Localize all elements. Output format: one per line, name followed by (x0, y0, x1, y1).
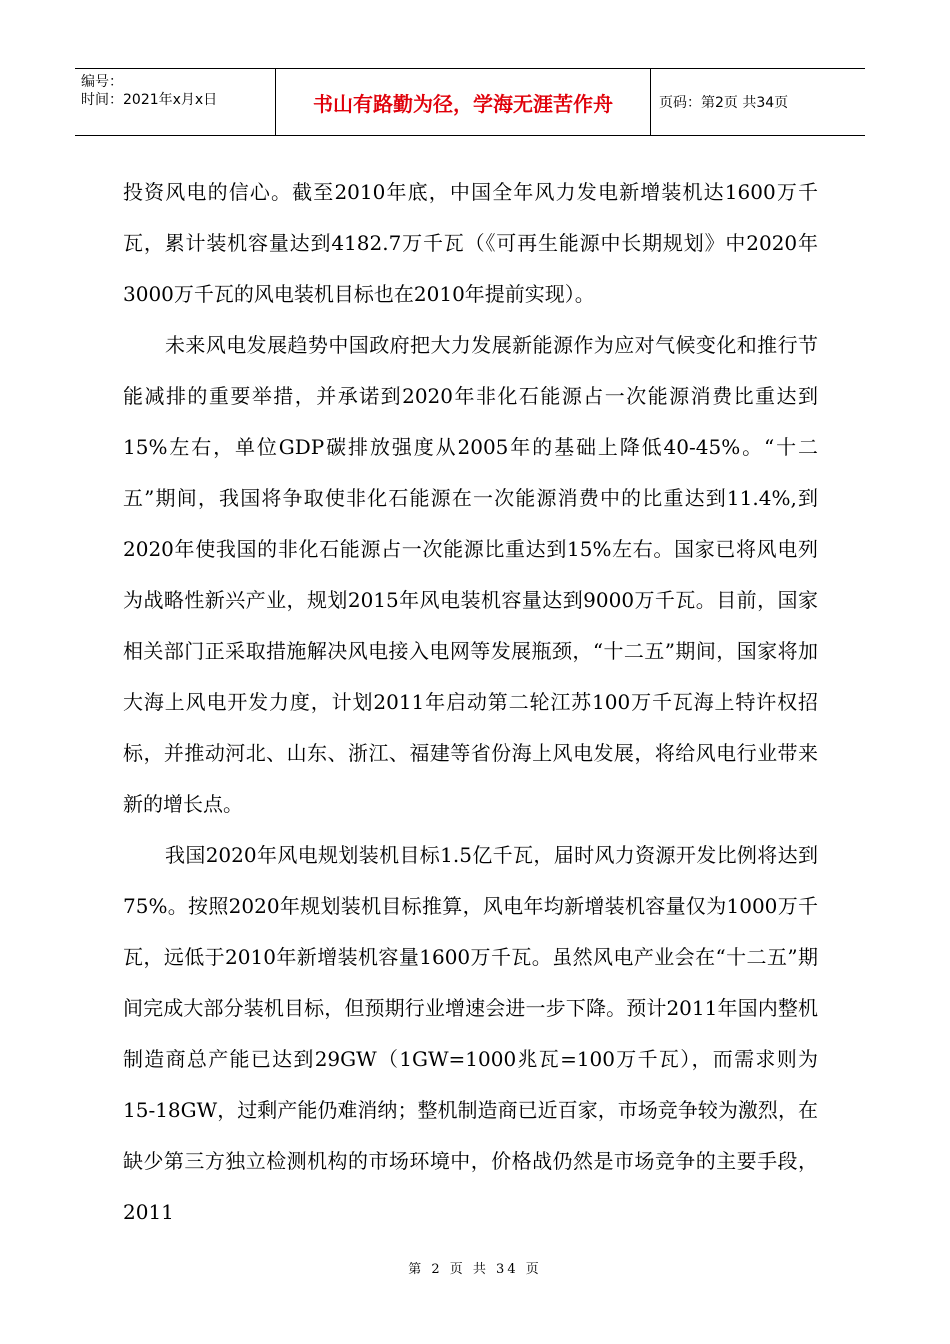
header-page-info: 页码：第2页 共34页 (659, 95, 789, 111)
page-header (75, 68, 865, 136)
header-motto: 书山有路勤为径，学海无涯苦作舟 (276, 69, 651, 135)
document-date-label: 时间：2021年x月x日 (81, 92, 218, 108)
body-paragraph: 投资风电的信心。截至2010年底，中国全年风力发电新增装机达1600万千瓦，累计装机容量达到4182.7万千瓦（《可再生能源中长期规划》中2020年3000万千瓦的风电装机目标也在2010年提前实现）。 (123, 180, 818, 306)
page-footer: 第 2 页 共 34 页 (408, 1262, 542, 1277)
body-paragraph: 我国2020年风电规划装机目标1.5亿千瓦，届时风力资源开发比例将达到75%。按照2020年规划装机目标推算，风电年均新增装机容量仅为1000万千瓦，远低于2010年新增装机容量1600万千瓦。虽然风电产业会在“十二五”期间完成大部分装机目标，但预期行业增速会进一步下降。预计2011年国内整机制造商总产能已达到29GW（1GW=1000兆瓦=100万千瓦），而需求则为15-18GW，过剩产能仍难消纳；整机制造商已近百家，市场竞争较为激烈，在缺少第三方独立检测机构的市场环境中，价格战仍然是市场竞争的主要手段，2011 (123, 843, 818, 1224)
header-meta (75, 69, 276, 135)
body-paragraph: 未来风电发展趋势中国政府把大力发展新能源作为应对气候变化和推行节能减排的重要举措，并承诺到2020年非化石能源占一次能源消费比重达到15%左右，单位GDP碳排放强度从2005年的基础上降低40-45%。“十二五”期间，我国将争取使非化石能源在一次能源消费中的比重达到11.4%,到2020年使我国的非化石能源占一次能源比重达到15%左右。国家已将风电列为战略性新兴产业，规划2015年风电装机容量达到9000万千瓦。目前，国家相关部门正采取措施解决风电接入电网等发展瓶颈，“十二五”期间，国家将加大海上风电开发力度，计划2011年启动第二轮江苏100万千瓦海上特许权招标，并推动河北、山东、浙江、福建等省份海上风电发展，将给风电行业带来新的增长点。 (123, 333, 818, 816)
document-number-label: 编号： (81, 74, 123, 90)
document-body (123, 167, 818, 1238)
